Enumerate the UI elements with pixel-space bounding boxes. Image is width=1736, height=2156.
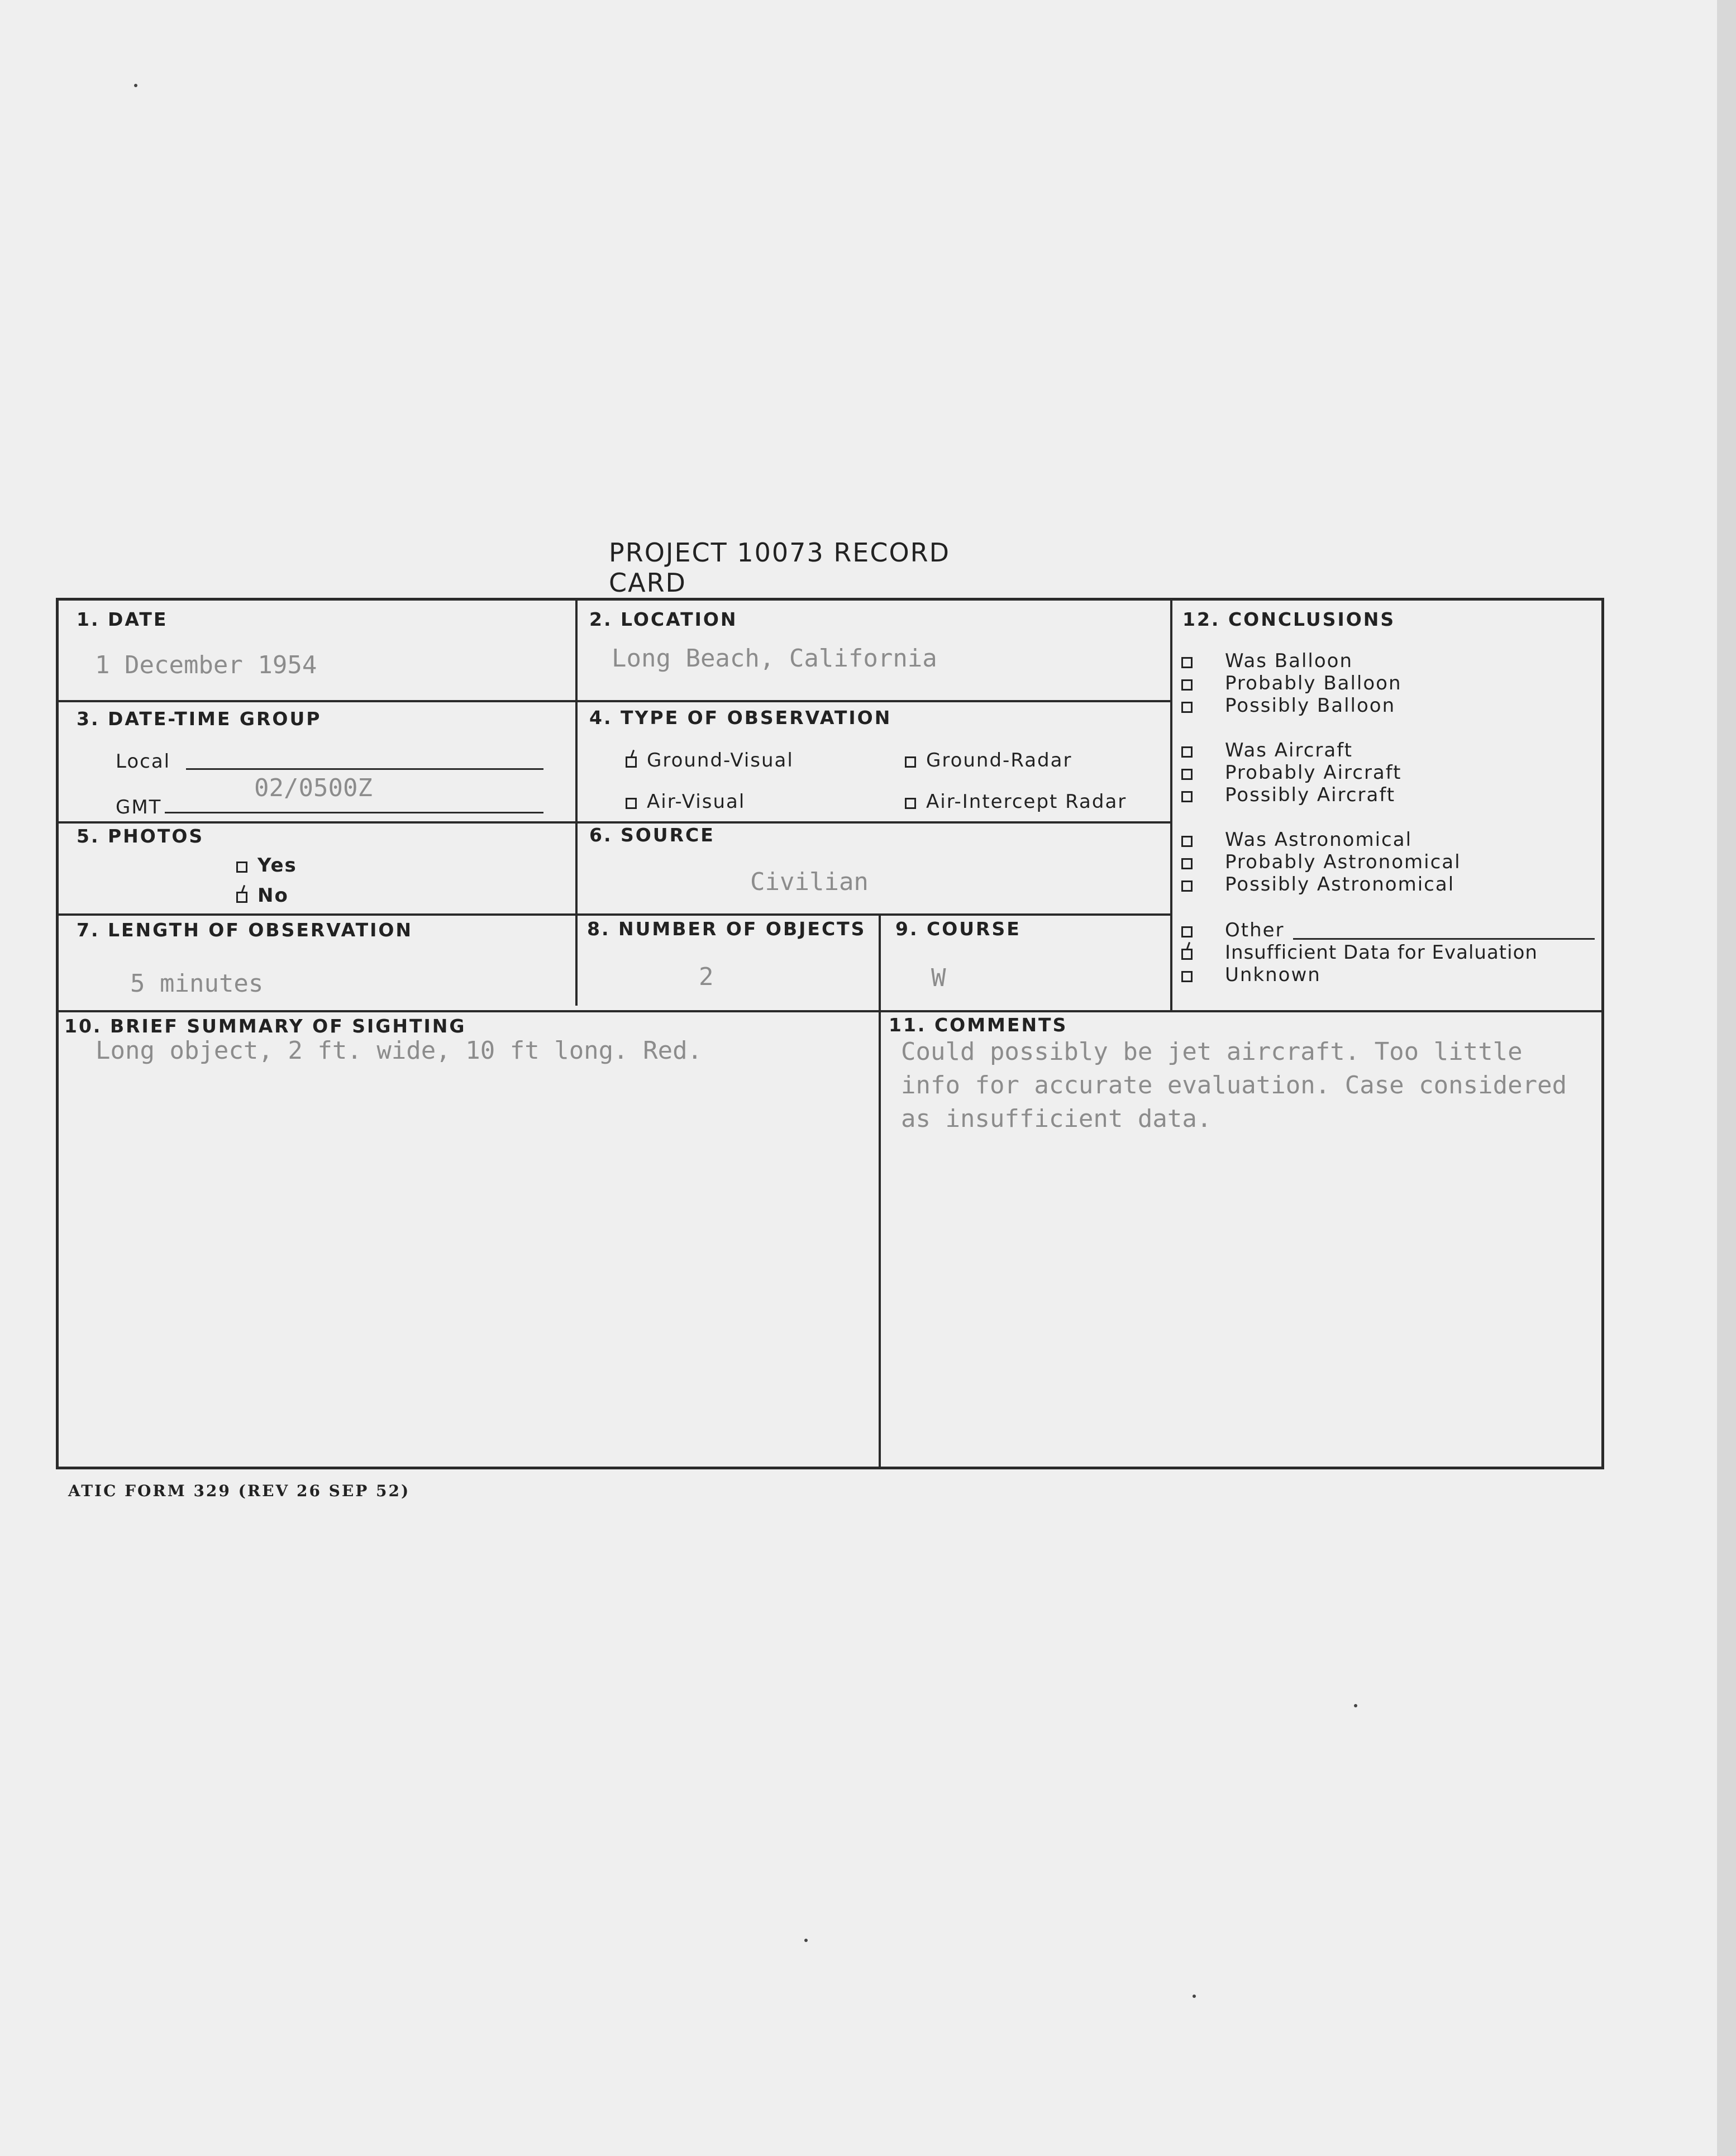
conclusion-insufficient-data[interactable] — [1181, 941, 1656, 964]
checkbox-was-astronomical[interactable] — [1181, 836, 1193, 847]
checkbox-probably-aircraft[interactable] — [1181, 769, 1193, 780]
option-air-visual[interactable] — [626, 791, 745, 813]
was-aircraft-label: Was Aircraft — [1225, 739, 1353, 761]
checkbox-was-balloon[interactable] — [1181, 657, 1193, 668]
checkbox-possibly-balloon[interactable] — [1181, 702, 1193, 713]
date-label: 1. DATE — [77, 608, 168, 630]
checkbox-air-visual[interactable] — [626, 798, 637, 809]
conclusions-group-aircraft — [1181, 739, 1656, 806]
length-of-observation-label: 7. LENGTH OF OBSERVATION — [77, 919, 413, 941]
conclusions-group-other — [1181, 919, 1656, 986]
page-edge — [1717, 0, 1736, 2156]
number-of-objects-value: 2 — [699, 963, 714, 991]
checkbox-possibly-astronomical[interactable] — [1181, 881, 1193, 892]
course-value: W — [931, 964, 946, 992]
record-card — [56, 598, 1604, 1469]
divider-col-1 — [575, 601, 578, 1006]
source-value: Civilian — [750, 868, 869, 896]
conclusion-possibly-balloon[interactable] — [1181, 694, 1656, 717]
checkbox-was-aircraft[interactable] — [1181, 746, 1193, 758]
other-label: Other — [1225, 919, 1285, 941]
conclusion-possibly-astronomical[interactable] — [1181, 873, 1656, 896]
option-photos-yes[interactable] — [236, 854, 297, 877]
divider-row-1 — [59, 700, 1170, 702]
other-line — [1293, 938, 1595, 940]
gmt-value: 02/0500Z — [254, 774, 373, 802]
conclusions-group-astronomical — [1181, 829, 1656, 896]
conclusion-was-astronomical[interactable] — [1181, 829, 1656, 851]
form-footer: ATIC FORM 329 (REV 26 SEP 52) — [68, 1482, 411, 1500]
checkbox-probably-astronomical[interactable] — [1181, 858, 1193, 869]
location-value: Long Beach, California — [612, 644, 937, 673]
photos-no-label: No — [257, 884, 289, 907]
divider-col-3 — [1170, 601, 1172, 1011]
conclusion-was-balloon[interactable] — [1181, 650, 1656, 672]
date-time-group-label: 3. DATE-TIME GROUP — [77, 708, 322, 730]
possibly-aircraft-label: Possibly Aircraft — [1225, 784, 1396, 806]
checkbox-probably-balloon[interactable] — [1181, 679, 1193, 691]
insufficient-data-label: Insufficient Data for Evaluation — [1225, 941, 1538, 964]
divider-col-2 — [879, 913, 881, 1467]
divider-row-3 — [59, 913, 1170, 916]
option-ground-visual[interactable] — [626, 749, 794, 772]
scan-speck — [804, 1939, 808, 1942]
option-photos-no[interactable] — [236, 884, 289, 907]
number-of-objects-label: 8. NUMBER OF OBJECTS — [587, 918, 866, 940]
gmt-line — [165, 812, 543, 813]
checkbox-photos-yes[interactable] — [236, 862, 247, 873]
ground-visual-label: Ground-Visual — [647, 749, 794, 772]
air-intercept-radar-label: Air-Intercept Radar — [926, 791, 1127, 813]
conclusion-possibly-aircraft[interactable] — [1181, 784, 1656, 806]
conclusion-was-aircraft[interactable] — [1181, 739, 1656, 761]
date-value: 1 December 1954 — [95, 651, 317, 679]
local-label: Local — [116, 750, 171, 773]
checkbox-possibly-aircraft[interactable] — [1181, 791, 1193, 802]
type-of-observation-label: 4. TYPE OF OBSERVATION — [589, 707, 892, 729]
comments-label: 11. COMMENTS — [889, 1014, 1068, 1036]
length-of-observation-value: 5 minutes — [130, 969, 264, 998]
scan-speck — [1354, 1704, 1357, 1707]
probably-astronomical-label: Probably Astronomical — [1225, 851, 1461, 873]
conclusion-unknown[interactable] — [1181, 964, 1656, 986]
was-balloon-label: Was Balloon — [1225, 650, 1353, 672]
conclusion-probably-astronomical[interactable] — [1181, 851, 1656, 873]
comments-value: Could possibly be jet aircraft. Too little info for accurate evaluation. Case considered as insufficient data. — [901, 1037, 1567, 1133]
possibly-balloon-label: Possibly Balloon — [1225, 694, 1396, 717]
unknown-label: Unknown — [1225, 964, 1321, 986]
scan-speck — [1193, 1995, 1196, 1998]
brief-summary-value: Long object, 2 ft. wide, 10 ft long. Red. — [96, 1036, 703, 1065]
checkbox-air-intercept-radar[interactable] — [905, 798, 916, 809]
option-ground-radar[interactable] — [905, 749, 1072, 772]
option-air-intercept-radar[interactable] — [905, 791, 1127, 813]
conclusion-probably-balloon[interactable] — [1181, 672, 1656, 694]
source-label: 6. SOURCE — [589, 824, 715, 846]
photos-yes-label: Yes — [257, 854, 297, 877]
air-visual-label: Air-Visual — [647, 791, 746, 813]
location-label: 2. LOCATION — [589, 608, 738, 630]
conclusions-group-balloon — [1181, 650, 1656, 717]
checkbox-ground-visual[interactable] — [626, 756, 637, 768]
card-title: PROJECT 10073 RECORD CARD — [609, 537, 951, 598]
photos-label: 5. PHOTOS — [77, 825, 204, 847]
local-line — [186, 768, 543, 770]
scan-speck — [134, 84, 137, 87]
gmt-label: GMT — [116, 796, 162, 818]
probably-balloon-label: Probably Balloon — [1225, 672, 1402, 694]
course-label: 9. COURSE — [895, 918, 1021, 940]
divider-row-2 — [59, 821, 1170, 824]
checkbox-other[interactable] — [1181, 926, 1193, 937]
brief-summary-label: 10. BRIEF SUMMARY OF SIGHTING — [64, 1015, 466, 1037]
checkbox-photos-no[interactable] — [236, 892, 247, 903]
ground-radar-label: Ground-Radar — [926, 749, 1072, 772]
probably-aircraft-label: Probably Aircraft — [1225, 761, 1402, 784]
divider-row-4 — [59, 1010, 1601, 1012]
possibly-astronomical-label: Possibly Astronomical — [1225, 873, 1455, 896]
checkbox-ground-radar[interactable] — [905, 756, 916, 768]
was-astronomical-label: Was Astronomical — [1225, 829, 1413, 851]
conclusion-probably-aircraft[interactable] — [1181, 761, 1656, 784]
checkbox-insufficient-data[interactable] — [1181, 949, 1193, 960]
checkbox-unknown[interactable] — [1181, 971, 1193, 982]
conclusions-label: 12. CONCLUSIONS — [1182, 608, 1396, 630]
